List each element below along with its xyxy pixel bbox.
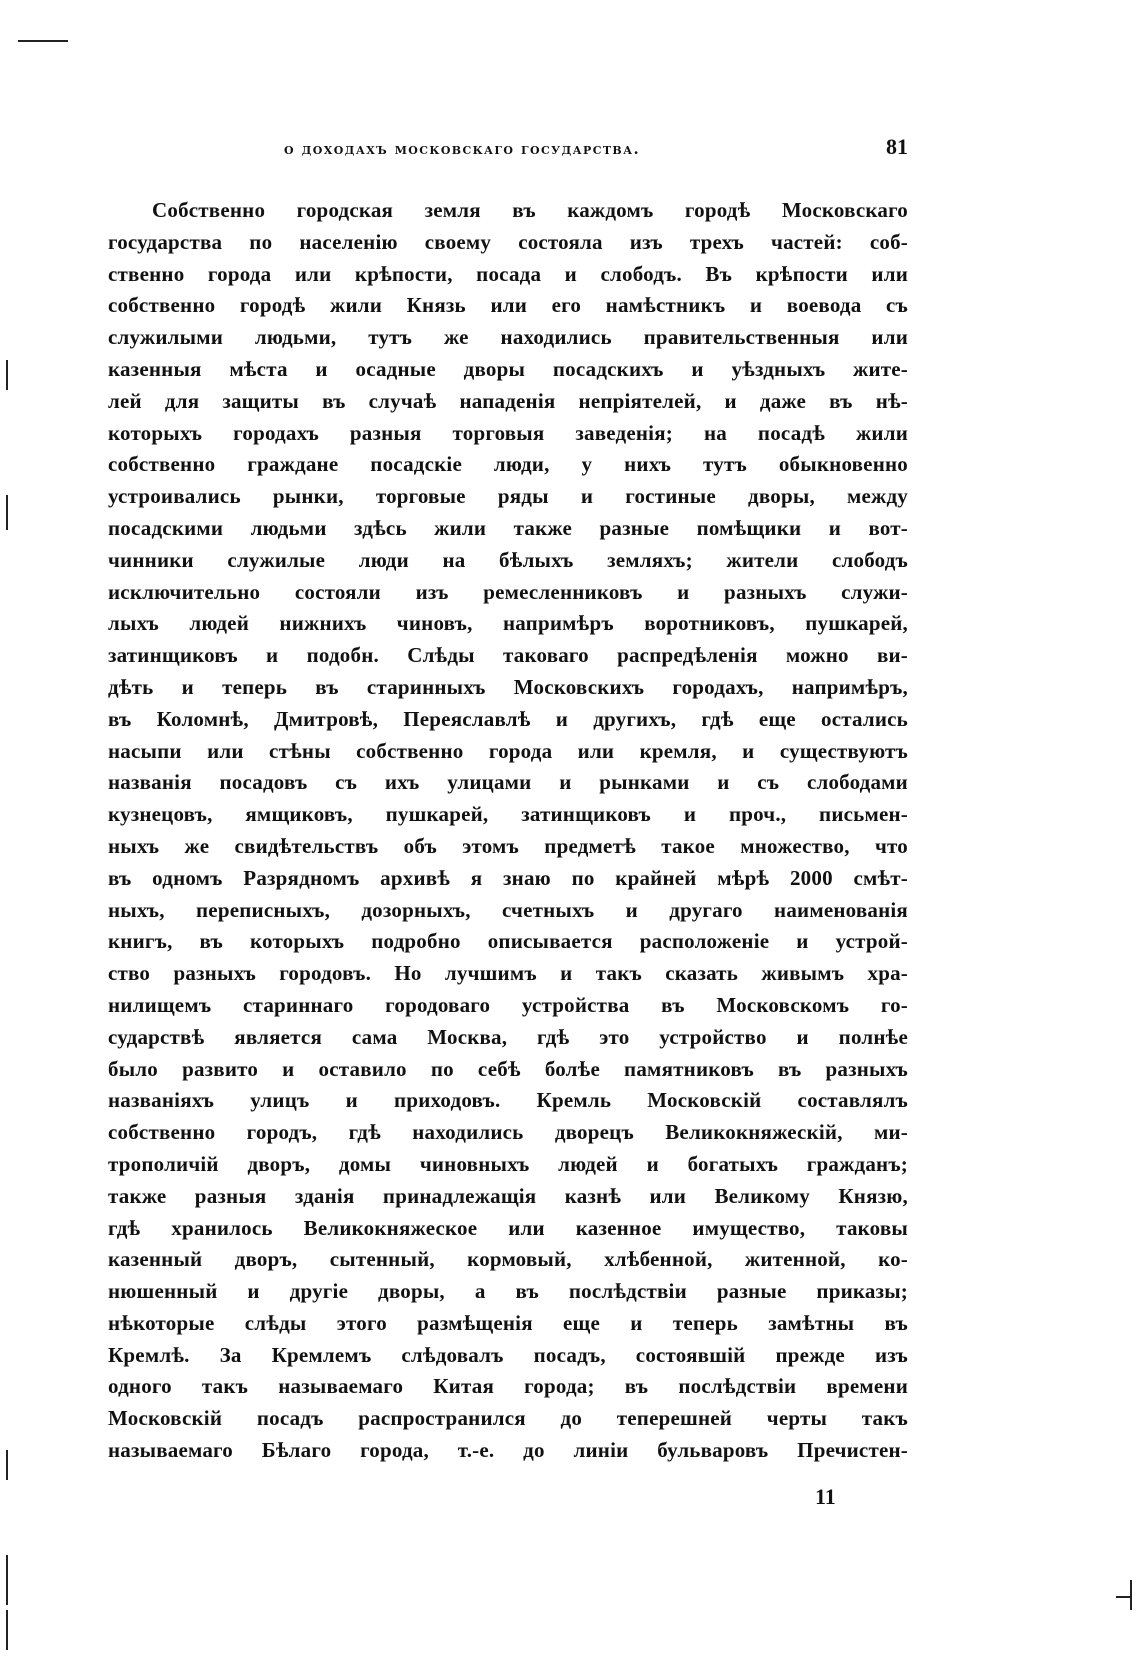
page-header: [108, 134, 908, 168]
text-line: трополичій дворъ, домы чиновныхъ людей и богатыхъ гражданъ;: [108, 1151, 908, 1176]
text-line: также разныя зданія принадлежащія казнѣ или Великому Князю,: [108, 1183, 908, 1208]
text-line: собственно граждане посадскіе люди, у нихъ тутъ обыкновенно: [108, 452, 908, 477]
text-line: исключительно состояли изъ ремесленниковъ и разныхъ служи-: [108, 579, 908, 604]
text-line: лыхъ людей нижнихъ чиновъ, напримѣръ воротниковъ, пушкарей,: [108, 611, 908, 636]
text-line: государства по населенію своему состояла изъ трехъ частей: соб-: [108, 229, 908, 254]
text-line: посадскими людьми здѣсь жили также разные помѣщики и вот-: [108, 515, 908, 540]
text-line: было развито и оставило по себѣ болѣе памятниковъ въ разныхъ: [108, 1056, 908, 1081]
text-line: нюшенный и другіе дворы, а въ послѣдствіи разные приказы;: [108, 1279, 908, 1304]
text-line: затинщиковъ и подобн. Слѣды таковаго распредѣленія можно ви-: [108, 643, 908, 668]
scan-mark-left-4: [6, 1555, 8, 1605]
text-line: устроивались рынки, торговые ряды и гостиные дворы, между: [108, 484, 908, 509]
text-line: названіяхъ улицъ и приходовъ. Кремль Московскій составлялъ: [108, 1088, 908, 1113]
text-line: въ Коломнѣ, Дмитровѣ, Переяславлѣ и другихъ, гдѣ еще остались: [108, 706, 908, 731]
text-line: ственно города или крѣпости, посада и слободъ. Въ крѣпости или: [108, 261, 908, 286]
running-title: о доходахъ московскаго государства.: [284, 140, 641, 158]
text-line: Московскій посадъ распространился до теперешней черты такъ: [108, 1406, 908, 1431]
text-line: дѣть и теперь въ старинныхъ Московскихъ городахъ, напримѣръ,: [108, 674, 908, 699]
text-line: нилищемъ стариннаго городоваго устройства въ Московскомъ го-: [108, 992, 908, 1017]
text-line: Собственно городская земля въ каждомъ городѣ Московскаго: [152, 198, 908, 222]
text-line: Кремлѣ. За Кремлемъ слѣдовалъ посадъ, состоявшій прежде изъ: [108, 1342, 908, 1367]
body-text: [108, 195, 908, 1467]
text-line: кузнецовъ, ямщиковъ, пушкарей, затинщиковъ и проч., письмен-: [108, 802, 908, 827]
text-line: казенный дворъ, сытенный, кормовый, хлѣбенной, житенной, ко-: [108, 1247, 908, 1272]
signature-mark: 11: [815, 1484, 836, 1509]
scan-mark-left-1: [6, 360, 8, 390]
scan-mark-right-1: [1130, 1580, 1132, 1610]
text-line: собственно городъ, гдѣ находились дворецъ Великокняжескій, ми-: [108, 1120, 908, 1145]
text-line: ныхъ же свидѣтельствъ объ этомъ предметѣ такое множество, что: [108, 833, 908, 858]
text-line: насыпи или стѣны собственно города или кремля, и существуютъ: [108, 738, 908, 763]
scan-mark-right-2: [1116, 1596, 1132, 1598]
text-line: ныхъ, переписныхъ, дозорныхъ, счетныхъ и другаго наименованія: [108, 897, 908, 922]
text-line: чинники служилые люди на бѣлыхъ земляхъ; жители слободъ: [108, 547, 908, 572]
text-line: собственно городѣ жили Князь или его намѣстникъ и воевода съ: [108, 293, 908, 318]
scan-mark-top-left: [18, 40, 68, 42]
scan-mark-left-5: [6, 1610, 8, 1650]
text-line: служилыми людьми, тутъ же находились правительственныя или: [108, 325, 908, 350]
scan-mark-left-3: [6, 1450, 8, 1480]
text-line: одного такъ называемаго Китая города; въ послѣдствіи времени: [108, 1374, 908, 1399]
text-line: книгъ, въ которыхъ подробно описывается расположеніе и устрой-: [108, 929, 908, 954]
text-line: названія посадовъ съ ихъ улицами и рынками и съ слободами: [108, 770, 908, 795]
text-line: въ одномъ Разрядномъ архивѣ я знаю по крайней мѣрѣ 2000 смѣт-: [108, 865, 908, 890]
text-line: называемаго Бѣлаго города, т.-е. до линіи бульваровъ Пречистен-: [108, 1438, 908, 1463]
text-line: нѣкоторые слѣды этого размѣщенія еще и теперь замѣтны въ: [108, 1310, 908, 1335]
text-line: сударствѣ является сама Москва, гдѣ это устройство и полнѣе: [108, 1024, 908, 1049]
text-line: лей для защиты въ случаѣ нападенія непріятелей, и даже въ нѣ-: [108, 388, 908, 413]
text-line: ство разныхъ городовъ. Но лучшимъ и такъ сказать живымъ хра-: [108, 961, 908, 986]
scan-mark-left-2: [6, 495, 8, 530]
page-number: 81: [886, 134, 908, 159]
text-line: гдѣ хранилось Великокняжеское или казенное имущество, таковы: [108, 1215, 908, 1240]
text-line: казенныя мѣста и осадные дворы посадскихъ и уѣздныхъ жите-: [108, 356, 908, 381]
text-line: которыхъ городахъ разныя торговыя заведенія; на посадѣ жили: [108, 420, 908, 445]
